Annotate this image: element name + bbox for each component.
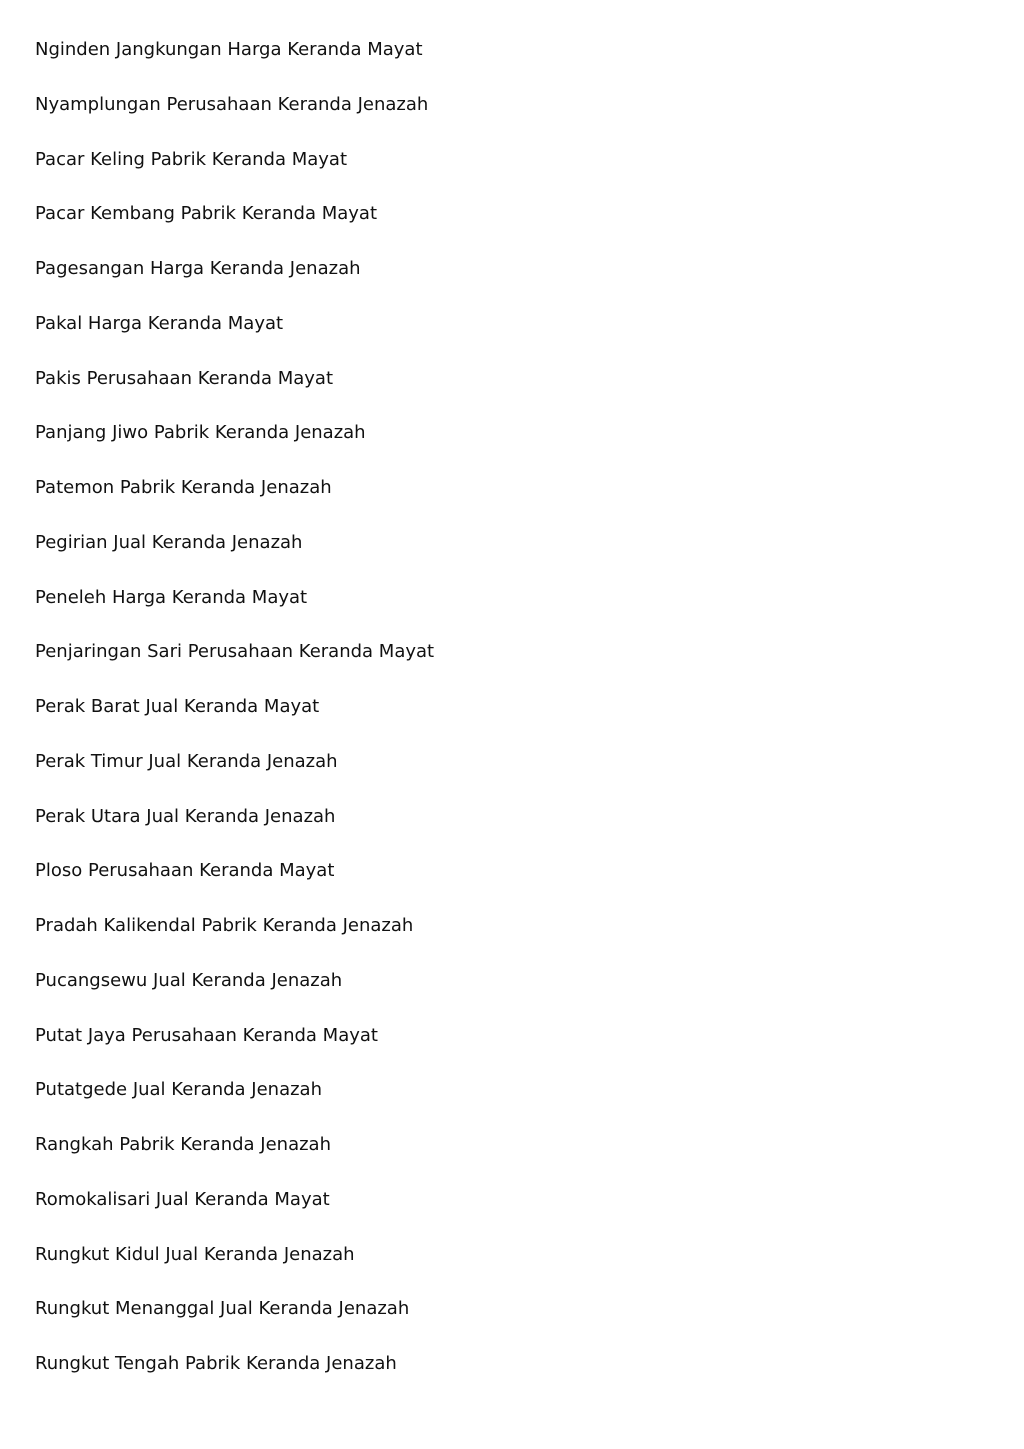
list-item: Pakal Harga Keranda Mayat bbox=[35, 312, 284, 334]
list-item: Pucangsewu Jual Keranda Jenazah bbox=[35, 969, 343, 991]
list-item: Pradah Kalikendal Pabrik Keranda Jenazah bbox=[35, 915, 414, 936]
list-item: Rungkut Tengah Pabrik Keranda Jenazah bbox=[35, 1353, 397, 1374]
list-item: Nginden Jangkungan Harga Keranda Mayat bbox=[35, 39, 423, 60]
list-item: Putat Jaya Perusahaan Keranda Mayat bbox=[35, 1024, 378, 1046]
list-item: Perak Utara Jual Keranda Jenazah bbox=[35, 805, 336, 827]
list-item: Peneleh Harga Keranda Mayat bbox=[35, 586, 308, 608]
list-item: Penjaringan Sari Perusahaan Keranda Mayat bbox=[35, 641, 435, 663]
list-item: Ploso Perusahaan Keranda Mayat bbox=[35, 860, 335, 882]
list-item: Panjang Jiwo Pabrik Keranda Jenazah bbox=[35, 422, 366, 444]
list-item: Pacar Keling Pabrik Keranda Mayat bbox=[35, 148, 348, 170]
list-item: Rangkah Pabrik Keranda Jenazah bbox=[35, 1134, 331, 1155]
list-item: Putatgede Jual Keranda Jenazah bbox=[35, 1079, 322, 1101]
text-list bbox=[35, 38, 434, 1407]
list-item: Pacar Kembang Pabrik Keranda Mayat bbox=[35, 203, 377, 225]
list-item: Pagesangan Harga Keranda Jenazah bbox=[35, 258, 361, 279]
list-item: Rungkut Kidul Jual Keranda Jenazah bbox=[35, 1243, 355, 1265]
list-item: Nyamplungan Perusahaan Keranda Jenazah bbox=[35, 93, 429, 115]
list-item: Pegirian Jual Keranda Jenazah bbox=[35, 531, 303, 553]
list-item: Patemon Pabrik Keranda Jenazah bbox=[35, 477, 332, 498]
list-item: Pakis Perusahaan Keranda Mayat bbox=[35, 367, 334, 389]
list-item: Romokalisari Jual Keranda Mayat bbox=[35, 1188, 330, 1210]
list-item: Perak Timur Jual Keranda Jenazah bbox=[35, 750, 338, 772]
list-item: Rungkut Menanggal Jual Keranda Jenazah bbox=[35, 1298, 410, 1320]
list-item: Perak Barat Jual Keranda Mayat bbox=[35, 696, 320, 717]
